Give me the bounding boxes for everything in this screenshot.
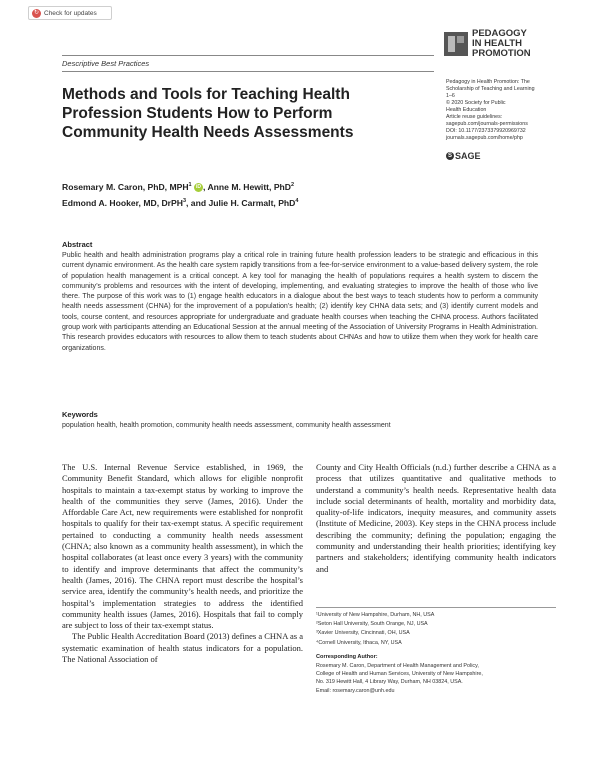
journal-name-line: PEDAGOGY: [472, 28, 527, 39]
permissions-link[interactable]: sagepub.com/journals-permissions: [446, 121, 528, 127]
corresponding-author-details: [316, 662, 556, 695]
affiliation: ⁴Cornell University, Ithaca, NY, USA: [316, 639, 402, 646]
sage-logo-icon: S: [447, 153, 452, 159]
sage-logo: [446, 151, 481, 161]
journal-name-line: PROMOTION: [472, 48, 531, 59]
article-category: Descriptive Best Practices: [62, 59, 150, 68]
check-for-updates-button[interactable]: [28, 6, 112, 20]
keywords-heading: Keywords: [62, 410, 98, 419]
author-name: Edmond A. Hooker, MD, DrPH: [62, 197, 183, 208]
journal-name-line: IN HEALTH: [472, 38, 522, 49]
journal-info-line: Health Education: [446, 107, 487, 113]
corresponding-author-heading: Corresponding Author:: [316, 654, 378, 660]
author-name: Rosemary M. Caron, PhD, MPH: [62, 181, 189, 192]
email-link[interactable]: Email: rosemary.caron@unh.edu: [316, 687, 395, 694]
affiliation: ³Xavier University, Cincinnati, OH, USA: [316, 630, 410, 637]
affiliation: ¹University of New Hampshire, Durham, NH, USA: [316, 612, 435, 618]
doi-link[interactable]: DOI: 10.1177/2373379920969732: [446, 128, 526, 134]
journal-info: [446, 79, 566, 142]
journal-logo: [444, 29, 531, 59]
journal-logo-icon: [444, 32, 468, 56]
affiliations: [316, 611, 556, 648]
affiliation-marker: 1: [188, 182, 192, 188]
abstract-text: Public health and health administration programs play a critical role in training future health profession leaders to be strategic and efficacious in this current dynamic environment. As the health care system rapidly transitions from a fee-for-service environment to a value-based delivery system, the role of population health management is a critical concept. A key tool for managing the health of populations requires a health system to discern the community’s problems and resources with the intent of developing, implementing, and evaluating strategies to improve the health of those who live there. The purpose of this work was to (1) engage health educators in a dialogue about the best ways to teach students how to perform a community health needs assessment (CHNA) for the improvement of a population’s health; (2) identify key CHNA data sets; and (3) identify current models and tools, course content, and resources appropriate for undergraduate and graduate health courses when teaching the CHNA process. Authors facilitated group work with participants attending an Educational Session at the annual meeting of the Association of University Programs in Health Administration. This research provides educators with resources to allow them to teach students about CHNAs and how to utilize them when they work for health care organizations.: [62, 252, 538, 352]
keywords-text: population health, health promotion, community health needs assessment, community health assessment: [62, 422, 391, 429]
affiliation-marker: 3: [182, 197, 187, 204]
corresponding-line: No. 319 Hewitt Hall, 4 Library Way, Durham, NH 03824, USA.: [316, 679, 463, 686]
journal-name: [472, 29, 531, 59]
journal-info-line: 1–6: [446, 93, 455, 99]
journal-info-line: Article reuse guidelines:: [446, 114, 503, 120]
header-rule: [62, 55, 434, 56]
body-paragraph: The Public Health Accreditation Board (2013) defines a CHNA as a systematic examination of health status indicators for a population. The National Association of: [62, 631, 303, 665]
journal-home-link[interactable]: journals.sagepub.com/home/php: [446, 135, 523, 141]
author-list: [62, 178, 298, 210]
refresh-icon: ↻: [33, 9, 40, 16]
footnote-rule: [316, 607, 556, 608]
sage-logo-text: SAGE: [455, 151, 481, 161]
body-column-left: [62, 462, 303, 665]
affiliation: ²Seton Hall University, South Orange, NJ, USA: [316, 621, 428, 628]
journal-info-line: Pedagogy in Health Promotion: The: [446, 79, 530, 85]
affiliation-marker: 4: [295, 197, 299, 204]
body-column-right: [316, 462, 556, 575]
author-name: , Anne M. Hewitt, PhD: [203, 181, 292, 192]
body-paragraph: The U.S. Internal Revenue Service established, in 1969, the Community Benefit Standard, which allows for eligible nonprofit hospitals to maintain a tax-exempt status by working to improve the health of the communities they serve (James, 2016). Under the Affordable Care Act, new requirements were established for nonprofit hospitals to qualify for their tax-exempt status. A specific requirement pertained to conducting a community health needs assessment (CHNA; also known as a community health assessment), in which the hospital collaborates (at least once every 3 years) with the community to identify and improve determinants that affect the community’s health (James, 2016). The CHNA report must describe the hospital’s service area, identify the community’s health needs, and prioritize the hospital’s implementation strategies to address the identified community health issues (James, 2016). Hospitals that fail to comply are subject to loss of their tax-exempt status.: [62, 462, 303, 631]
category-rule: [62, 71, 434, 72]
author-name: , and Julie H. Carmalt, PhD: [186, 197, 296, 208]
orcid-icon[interactable]: iD: [196, 183, 201, 190]
journal-info-line: © 2020 Society for Public: [446, 100, 506, 106]
corresponding-line: College of Health and Human Services, University of New Hampshire,: [316, 671, 483, 678]
check-for-updates-label: Check for updates: [44, 9, 97, 17]
journal-info-line: Scholarship of Teaching and Learning: [446, 86, 535, 92]
corresponding-line: Rosemary M. Caron, Department of Health Management and Policy,: [316, 663, 479, 669]
affiliation-marker: 2: [291, 182, 295, 188]
body-paragraph: County and City Health Officials (n.d.) further describe a CHNA as a process that utilizes quantitative and qualitative methods to understand a community’s health needs. Representative health data include social determinants of health, mortality and morbidity data, quality-of-life indicators, inequity measures, and community assets (Institute of Medicine, 2003). Key steps in the CHNA process include describing the community; defining the population; engaging the community and understanding their health priorities; identifying key partners and stakeholders; identifying community health indicators and: [316, 462, 556, 574]
article-title: Methods and Tools for Teaching Health Profession Students How to Perform Community Health Needs Assessments: [62, 86, 354, 141]
abstract-heading: Abstract: [62, 240, 93, 249]
